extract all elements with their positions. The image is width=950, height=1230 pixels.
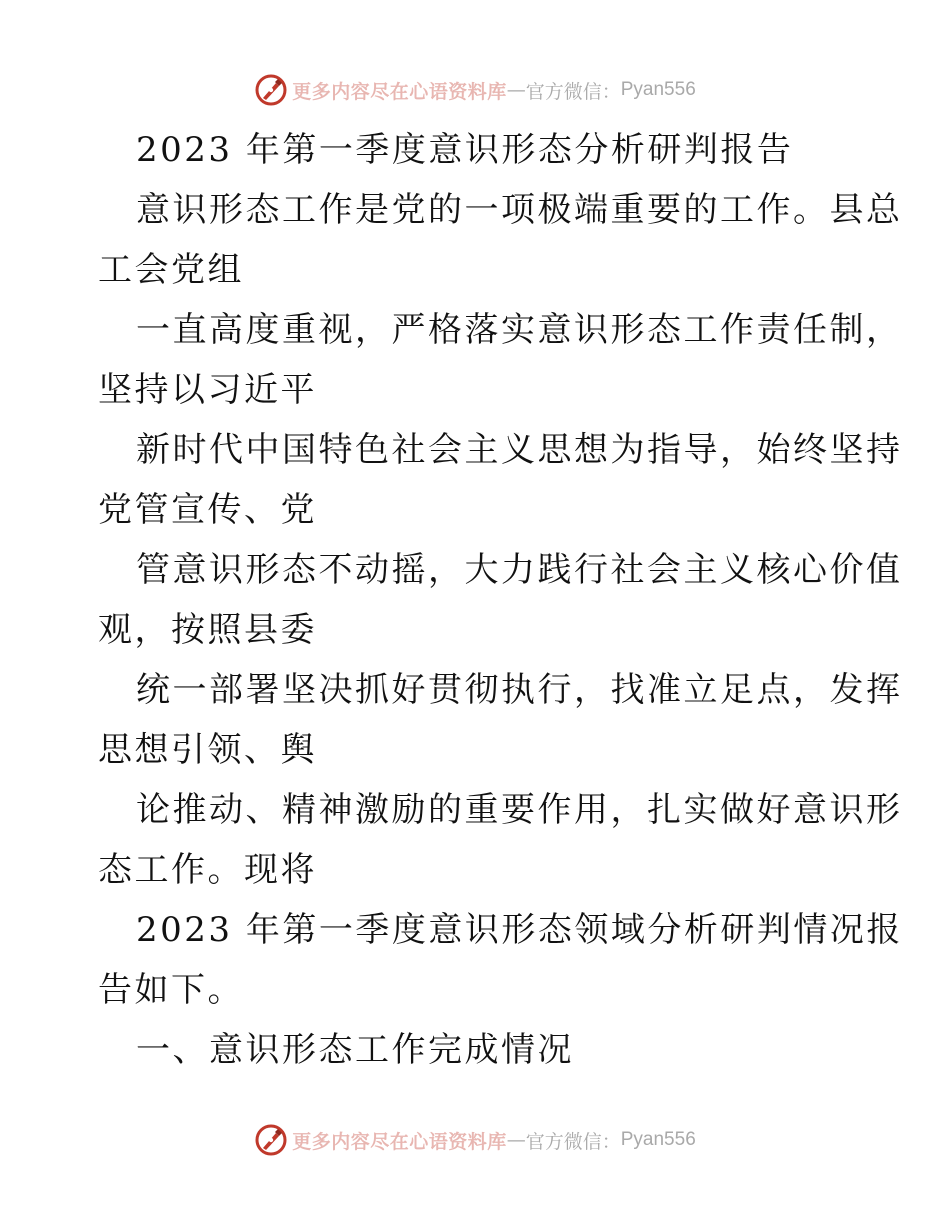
watermark-contact-id: Pyan556	[620, 79, 696, 100]
paragraph-line: 思想引领、舆	[98, 730, 317, 770]
paragraph-line: 意识形态工作是党的一项极端重要的工作。县总	[136, 190, 903, 230]
section-heading: 一、意识形态工作完成情况	[136, 1030, 574, 1070]
paragraph-line: 工会党组	[98, 250, 244, 290]
watermark-contact-label: 官方微信：	[525, 1130, 621, 1153]
paragraph-line: 统一部署坚决抓好贯彻执行，找准立足点，发挥	[136, 670, 903, 710]
footer-watermark	[0, 1120, 950, 1160]
paragraph-line: 观，按照县委	[98, 610, 317, 650]
paragraph-line: 管意识形态不动摇，大力践行社会主义核心价值	[136, 550, 903, 590]
paragraph-line: 告如下。	[98, 970, 244, 1010]
pen-logo-icon	[254, 1123, 288, 1157]
paragraph-line: 2023 年第一季度意识形态领域分析研判情况报	[136, 910, 903, 950]
watermark-brand: 更多内容尽在心语资料库	[292, 1130, 507, 1153]
watermark-dash: —	[506, 1129, 526, 1151]
document-title: 2023 年第一季度意识形态分析研判报告	[136, 130, 794, 170]
paragraph-line: 新时代中国特色社会主义思想为指导，始终坚持	[136, 430, 903, 470]
paragraph-line: 论推动、精神激励的重要作用，扎实做好意识形	[136, 790, 903, 830]
watermark-contact-id: Pyan556	[620, 1129, 696, 1150]
paragraph-line: 态工作。现将	[98, 850, 317, 890]
document-body	[98, 120, 903, 1080]
paragraph-line: 党管宣传、党	[98, 490, 317, 530]
pen-logo-icon	[254, 73, 288, 107]
watermark-brand: 更多内容尽在心语资料库	[292, 80, 507, 103]
header-watermark	[0, 70, 950, 110]
watermark-contact-label: 官方微信：	[525, 80, 621, 103]
paragraph-line: 一直高度重视，严格落实意识形态工作责任制，	[136, 310, 903, 350]
watermark-dash: —	[506, 79, 526, 101]
paragraph-line: 坚持以习近平	[98, 370, 317, 410]
